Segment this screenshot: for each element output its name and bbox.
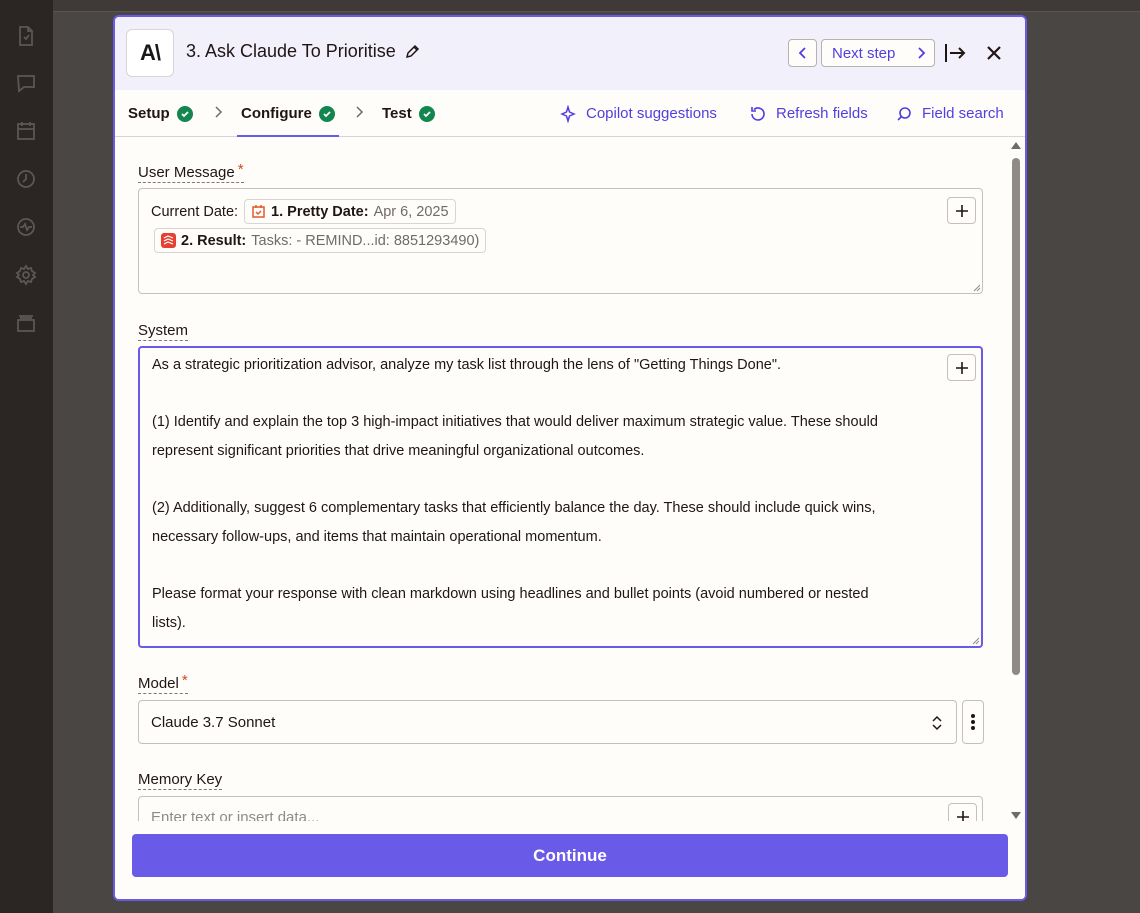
archive-icon[interactable]: [15, 312, 37, 334]
system-text-line: (2) Additionally, suggest 6 complementary tasks that efficiently balance the day. These should include quick wins,: [152, 500, 876, 516]
search-icon: [895, 105, 913, 123]
chevron-right-icon: [354, 104, 364, 120]
refresh-fields-label: Refresh fields: [776, 105, 868, 122]
plus-icon: [956, 810, 970, 822]
pretty-date-label: 1. Pretty Date:: [271, 203, 369, 220]
result-pill[interactable]: [154, 228, 486, 253]
user-message-field[interactable]: [138, 188, 983, 294]
more-vertical-icon: [971, 713, 975, 731]
form-scrollbar[interactable]: [1010, 138, 1022, 821]
tab-test-label: Test: [382, 105, 412, 122]
memory-key-label-text: Memory Key: [138, 771, 223, 788]
pretty-date-pill[interactable]: [244, 199, 456, 224]
close-icon[interactable]: [982, 41, 1006, 65]
user-message-label-text: User Message: [138, 164, 235, 181]
system-text-line: Please format your response with clean markdown using headlines and bullet points (avoid numbered or nested: [152, 586, 869, 602]
refresh-fields-button[interactable]: [749, 90, 868, 137]
copilot-suggestions-label: Copilot suggestions: [586, 105, 717, 122]
scrollbar-thumb[interactable]: [1012, 158, 1020, 675]
calendar-app-icon: [251, 204, 266, 219]
sparkle-icon: [559, 105, 577, 123]
todoist-icon: [161, 233, 176, 248]
step-tabs: [115, 90, 1025, 137]
history-icon[interactable]: [15, 168, 37, 190]
result-label: 2. Result:: [181, 232, 247, 249]
model-select[interactable]: [138, 700, 957, 744]
step-editor-modal: [113, 15, 1027, 901]
calendar-icon[interactable]: [15, 120, 37, 142]
modal-footer: [115, 821, 1025, 899]
memory-key-placeholder: Enter text or insert data...: [151, 809, 320, 821]
chevron-left-icon: [798, 46, 808, 60]
chat-icon[interactable]: [15, 72, 37, 94]
model-selected-value: Claude 3.7 Sonnet: [151, 713, 276, 731]
chevron-right-icon: [916, 46, 926, 60]
system-label: [138, 322, 188, 341]
previous-step-button[interactable]: [788, 39, 817, 67]
resize-handle-icon[interactable]: [972, 283, 981, 292]
system-text-line: (1) Identify and explain the top 3 high-impact initiatives that would deliver maximum strategic value. These should: [152, 414, 878, 430]
editor-topbar: [53, 0, 1140, 12]
field-search-button[interactable]: [895, 90, 1004, 137]
memory-key-input[interactable]: [138, 796, 983, 821]
check-circle-icon: [177, 106, 193, 122]
continue-button[interactable]: Continue: [132, 834, 1008, 877]
scroll-up-icon[interactable]: [1010, 140, 1022, 150]
document-icon[interactable]: [15, 25, 37, 47]
model-label: [138, 672, 188, 694]
user-message-label: [138, 161, 244, 183]
step-title[interactable]: [186, 41, 420, 62]
required-mark: *: [237, 161, 244, 178]
system-field[interactable]: [138, 346, 983, 648]
next-step-button[interactable]: [821, 39, 935, 67]
next-step-label: Next step: [832, 44, 896, 62]
copilot-suggestions-button[interactable]: [559, 90, 717, 137]
pretty-date-value: Apr 6, 2025: [373, 203, 449, 220]
field-search-label: Field search: [922, 105, 1004, 122]
step-title-text: 3. Ask Claude To Prioritise: [186, 41, 396, 61]
system-text-line: lists).: [152, 615, 186, 631]
memory-key-label: [138, 771, 222, 790]
pencil-icon[interactable]: [404, 44, 420, 60]
system-text-line: As a strategic prioritization advisor, analyze my task list through the lens of "Getting Things Done".: [152, 357, 782, 373]
chevron-right-icon: [213, 104, 223, 120]
plus-icon: [955, 361, 969, 375]
modal-header: [115, 17, 1025, 90]
result-value: Tasks: - REMIND...id: 8851293490): [251, 232, 480, 249]
model-options-button[interactable]: [962, 700, 984, 744]
tab-setup[interactable]: [128, 90, 193, 137]
check-circle-icon: [419, 106, 435, 122]
settings-icon[interactable]: [15, 264, 37, 286]
insert-data-button[interactable]: [947, 197, 976, 224]
app-sidebar: [0, 0, 53, 913]
resize-handle-icon[interactable]: [971, 636, 980, 645]
refresh-icon: [749, 105, 767, 123]
user-message-line-2: [154, 228, 486, 253]
insert-data-button[interactable]: [948, 803, 977, 821]
required-mark: *: [181, 672, 188, 689]
anthropic-logo: A\: [126, 29, 174, 77]
user-message-line-1: [151, 199, 456, 224]
activity-icon[interactable]: [15, 216, 37, 238]
collapse-panel-icon[interactable]: [943, 41, 967, 65]
tab-setup-label: Setup: [128, 105, 170, 122]
system-text-line: represent significant priorities that drive meaningful organizational outcomes.: [152, 443, 645, 459]
system-text-line: necessary follow-ups, and items that maintain operational momentum.: [152, 529, 602, 545]
insert-data-button[interactable]: [947, 354, 976, 381]
form-content: [115, 138, 1025, 821]
scroll-down-icon[interactable]: [1010, 811, 1022, 821]
tab-configure-label: Configure: [241, 105, 312, 122]
system-label-text: System: [138, 322, 189, 339]
tab-configure[interactable]: [241, 90, 335, 137]
select-arrows-icon: [930, 714, 944, 732]
model-label-text: Model: [138, 675, 179, 692]
current-date-prefix: Current Date:: [151, 203, 239, 220]
tab-test[interactable]: [382, 90, 435, 137]
plus-icon: [955, 204, 969, 218]
check-circle-icon: [319, 106, 335, 122]
